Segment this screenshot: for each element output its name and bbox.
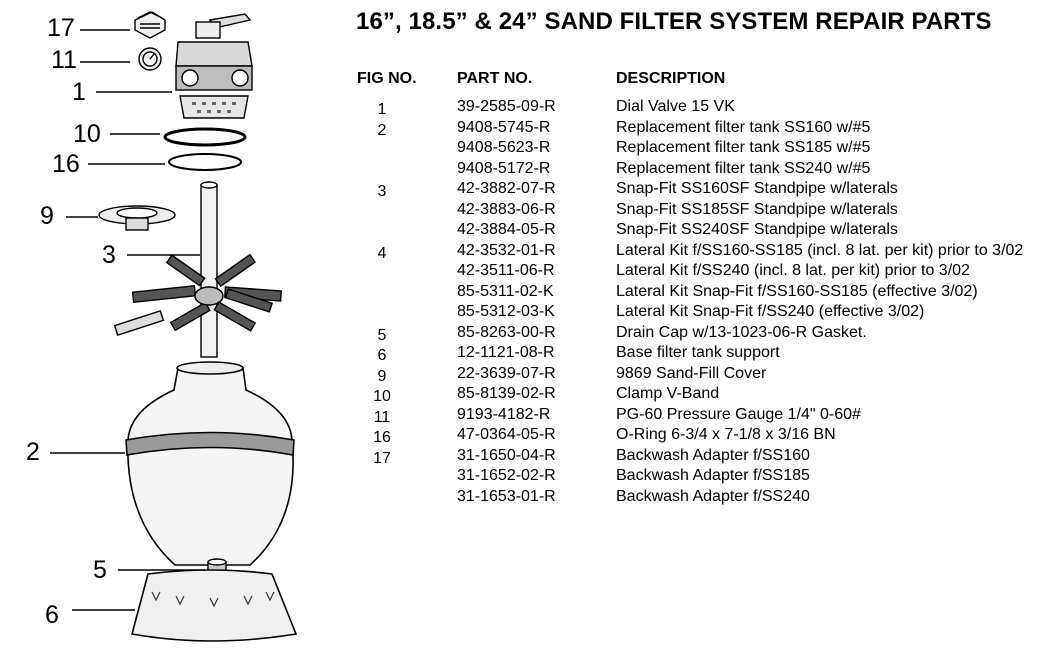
table-row — [0, 261, 1057, 281]
pressure-gauge-icon — [139, 48, 161, 70]
part-no-cell: 42-3883-06-R — [457, 200, 556, 218]
table-row — [0, 364, 1057, 384]
part-no-cell: 42-3532-01-R — [457, 241, 556, 259]
description-cell: Snap-Fit SS160SF Standpipe w/laterals — [616, 180, 898, 197]
table-row — [0, 323, 1057, 343]
description-cell: Snap-Fit SS185SF Standpipe w/laterals — [616, 200, 898, 218]
header-fig-no: FIG NO. — [357, 70, 417, 87]
description-cell: Snap-Fit SS240SF Standpipe w/laterals — [616, 221, 898, 238]
part-no-cell: 9408-5172-R — [457, 159, 551, 177]
fig-no-cell: 11 — [373, 408, 391, 426]
description-cell: Lateral Kit f/SS160-SS185 (incl. 8 lat. per kit) prior to 3/02 — [616, 241, 1024, 259]
table-row — [0, 179, 1057, 199]
table-row — [0, 282, 1057, 302]
description-cell: Lateral Kit Snap-Fit f/SS240 (effective 3/02) — [616, 303, 925, 320]
part-no-cell: 42-3884-05-R — [457, 221, 556, 238]
description-cell: Clamp V-Band — [616, 385, 720, 402]
callout-17: 17 — [47, 14, 75, 42]
callout-9: 9 — [40, 202, 54, 230]
part-no-cell: 39-2585-09-R — [457, 98, 556, 115]
fig-no-cell: 17 — [373, 449, 391, 467]
fig-no-cell: 16 — [373, 429, 391, 446]
table-row — [0, 405, 1057, 425]
callout-2: 2 — [26, 438, 40, 466]
callout-11: 11 — [51, 46, 77, 74]
base-support-icon — [132, 570, 296, 641]
part-no-cell: 12-1121-08-R — [457, 344, 555, 361]
callout-3: 3 — [102, 241, 116, 269]
callout-10: 10 — [73, 120, 101, 148]
fig-no-cell: 5 — [377, 326, 387, 344]
description-cell: Drain Cap w/13-1023-06-R Gasket. — [616, 323, 867, 341]
part-no-cell: 9193-4182-R — [457, 405, 551, 423]
table-row — [0, 200, 1057, 220]
fig-no-cell: 2 — [377, 121, 387, 139]
part-no-cell: 22-3639-07-R — [457, 364, 556, 382]
description-cell: Backwash Adapter f/SS160 — [616, 446, 810, 464]
table-row — [0, 343, 1057, 363]
table-row — [0, 97, 1057, 117]
part-no-cell: 85-5312-03-K — [457, 303, 555, 320]
part-no-cell: 85-8139-02-R — [457, 385, 556, 402]
description-cell: 9869 Sand-Fill Cover — [616, 364, 767, 382]
fig-no-cell: 10 — [373, 388, 391, 405]
table-row — [0, 138, 1057, 158]
fig-no-cell: 3 — [377, 183, 387, 200]
header-description: DESCRIPTION — [616, 70, 726, 87]
callout-1: 1 — [72, 78, 86, 106]
part-no-cell: 9408-5623-R — [457, 139, 551, 156]
part-no-cell: 42-3882-07-R — [457, 180, 556, 197]
fig-no-cell: 9 — [377, 367, 387, 385]
page-title: 16”, 18.5” & 24” SAND FILTER SYSTEM REPAIR PARTS — [356, 8, 992, 35]
part-no-cell: 47-0364-05-R — [457, 426, 556, 443]
description-cell: Replacement filter tank SS185 w/#5 — [616, 139, 871, 156]
table-row — [0, 425, 1057, 445]
description-cell: Backwash Adapter f/SS185 — [616, 467, 810, 484]
table-row — [0, 220, 1057, 240]
description-cell: Replacement filter tank SS160 w/#5 — [616, 118, 871, 136]
table-row — [0, 302, 1057, 322]
fig-no-cell: 6 — [377, 347, 387, 364]
part-no-cell: 31-1653-01-R — [457, 487, 556, 505]
header-part-no: PART NO. — [457, 70, 533, 87]
table-row — [0, 446, 1057, 466]
description-cell: Lateral Kit Snap-Fit f/SS160-SS185 (effective 3/02) — [616, 282, 978, 300]
description-cell: Base filter tank support — [616, 344, 780, 361]
table-row — [0, 118, 1057, 138]
callout-5: 5 — [93, 556, 107, 584]
fig-no-cell: 1 — [377, 101, 387, 118]
table-row — [0, 241, 1057, 261]
part-no-cell: 85-5311-02-K — [457, 282, 554, 300]
callout-6: 6 — [45, 601, 59, 629]
backwash-adapter-icon — [135, 12, 165, 38]
part-no-cell: 85-8263-00-R — [457, 323, 556, 341]
description-cell: Lateral Kit f/SS240 (incl. 8 lat. per kit) prior to 3/02 — [616, 262, 970, 279]
description-cell: O-Ring 6-3/4 x 7-1/8 x 3/16 BN — [616, 426, 836, 443]
description-cell: Dial Valve 15 VK — [616, 98, 735, 115]
callout-16: 16 — [52, 150, 80, 178]
part-no-cell: 9408-5745-R — [457, 118, 551, 136]
part-no-cell: 42-3511-06-R — [457, 262, 555, 279]
table-row — [0, 384, 1057, 404]
description-cell: Replacement filter tank SS240 w/#5 — [616, 159, 871, 177]
part-no-cell: 31-1650-04-R — [457, 446, 556, 464]
part-no-cell: 31-1652-02-R — [457, 467, 556, 484]
description-cell: Backwash Adapter f/SS240 — [616, 487, 810, 505]
table-row — [0, 487, 1057, 507]
description-cell: PG-60 Pressure Gauge 1/4" 0-60# — [616, 405, 861, 423]
table-row — [0, 466, 1057, 486]
fig-no-cell: 4 — [377, 244, 387, 262]
table-row — [0, 159, 1057, 179]
